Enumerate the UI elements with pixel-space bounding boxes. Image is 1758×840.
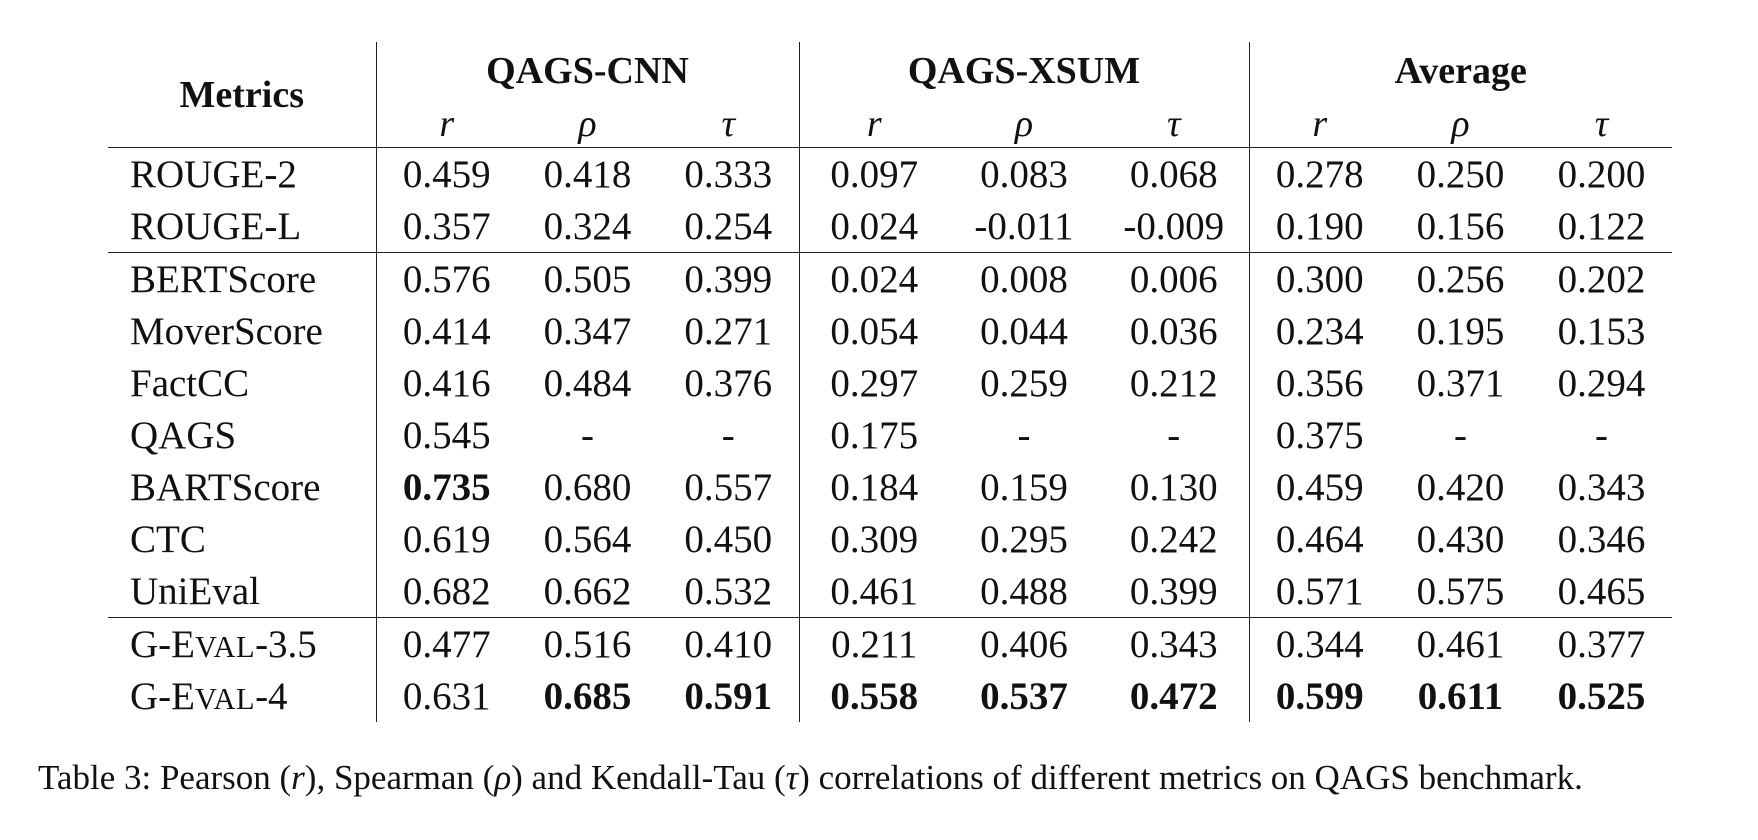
cell-cnn-rho: 0.564 bbox=[543, 517, 632, 561]
cell-avg-tau: 0.465 bbox=[1531, 565, 1672, 618]
cell-avg-rho: 0.256 bbox=[1416, 257, 1505, 301]
cell-cnn-rho: 0.680 bbox=[543, 465, 632, 509]
metric-name: BERTScore bbox=[108, 253, 376, 306]
group-header-qags-cnn: QAGS-CNN bbox=[376, 42, 799, 100]
cell-avg-tau: 0.202 bbox=[1557, 257, 1646, 301]
cell-cnn-r: 0.416 bbox=[402, 361, 491, 405]
caption-text: ) and Kendall-Tau ( bbox=[511, 758, 786, 797]
cell-xsum-r: 0.024 bbox=[799, 200, 949, 253]
cell-cnn-r: 0.414 bbox=[402, 309, 491, 353]
sub-header-tau: τ bbox=[658, 100, 799, 148]
cell-cnn-tau: 0.271 bbox=[658, 305, 799, 357]
cell-xsum-tau: 0.472 bbox=[1099, 670, 1249, 722]
cell-avg-rho: 0.195 bbox=[1416, 309, 1505, 353]
cell-cnn-rho: 0.418 bbox=[543, 152, 632, 196]
cell-xsum-r: 0.175 bbox=[830, 413, 919, 457]
cell-xsum-tau: 0.212 bbox=[1099, 357, 1249, 409]
cell-cnn-r: 0.477 bbox=[402, 622, 491, 666]
cell-avg-r: 0.278 bbox=[1275, 152, 1364, 196]
cell-xsum-rho: 0.083 bbox=[980, 152, 1068, 196]
cell-cnn-rho: 0.484 bbox=[543, 361, 632, 405]
cell-xsum-rho: 0.159 bbox=[980, 465, 1068, 509]
cell-cnn-rho: 0.347 bbox=[543, 309, 632, 353]
cell-avg-rho: 0.156 bbox=[1390, 200, 1531, 253]
cell-cnn-r: 0.576 bbox=[402, 257, 491, 301]
caption-text: ), Spearman ( bbox=[304, 758, 495, 797]
metrics-header: Metrics bbox=[108, 42, 376, 148]
cell-avg-tau: 0.525 bbox=[1557, 674, 1646, 718]
cell-xsum-tau: -0.009 bbox=[1099, 200, 1249, 253]
cell-cnn-tau: 0.376 bbox=[658, 357, 799, 409]
cell-cnn-tau: 0.450 bbox=[658, 513, 799, 565]
cell-xsum-r: 0.211 bbox=[831, 622, 918, 666]
table-row bbox=[108, 670, 1672, 722]
cell-cnn-r: 0.682 bbox=[376, 565, 517, 618]
metric-name-prefix: G-E bbox=[130, 674, 195, 718]
cell-cnn-r: 0.459 bbox=[402, 152, 491, 196]
sub-header-tau: τ bbox=[1531, 100, 1672, 148]
sub-header-rho: ρ bbox=[949, 100, 1099, 148]
cell-avg-rho: 0.250 bbox=[1416, 152, 1505, 196]
cell-cnn-r: 0.545 bbox=[402, 413, 491, 457]
table-row bbox=[108, 148, 1672, 201]
metric-name-suffix: -3.5 bbox=[255, 622, 317, 666]
sub-header-tau: τ bbox=[1099, 100, 1249, 148]
cell-xsum-rho: - bbox=[1017, 413, 1031, 457]
cell-avg-tau: 0.377 bbox=[1557, 622, 1646, 666]
table-row bbox=[108, 357, 1672, 409]
cell-xsum-rho: 0.008 bbox=[980, 257, 1068, 301]
cell-avg-tau: 0.122 bbox=[1531, 200, 1672, 253]
cell-avg-rho: 0.575 bbox=[1390, 565, 1531, 618]
group-header-row bbox=[108, 42, 1672, 100]
table-caption bbox=[38, 758, 1583, 798]
cell-xsum-r: 0.297 bbox=[830, 361, 919, 405]
metric-name: ROUGE-2 bbox=[108, 148, 376, 201]
cell-cnn-rho: 0.505 bbox=[543, 257, 632, 301]
metric-name bbox=[108, 670, 376, 722]
cell-cnn-tau: 0.557 bbox=[658, 461, 799, 513]
metric-name: MoverScore bbox=[108, 305, 376, 357]
caption-symbol-rho: ρ bbox=[494, 758, 512, 797]
cell-xsum-r: 0.461 bbox=[799, 565, 949, 618]
table-row bbox=[108, 513, 1672, 565]
cell-xsum-rho: -0.011 bbox=[949, 200, 1099, 253]
cell-avg-r: 0.571 bbox=[1249, 565, 1390, 618]
cell-xsum-rho: 0.044 bbox=[980, 309, 1068, 353]
metric-name: CTC bbox=[108, 513, 376, 565]
cell-xsum-tau: 0.343 bbox=[1099, 618, 1249, 671]
cell-xsum-r: 0.309 bbox=[830, 517, 919, 561]
metric-name: ROUGE-L bbox=[108, 200, 376, 253]
cell-avg-r: 0.300 bbox=[1275, 257, 1364, 301]
sub-header-r: r bbox=[799, 100, 949, 148]
metric-name: QAGS bbox=[108, 409, 376, 461]
caption-symbol-tau: τ bbox=[785, 758, 799, 797]
cell-xsum-rho: 0.295 bbox=[980, 517, 1068, 561]
caption-text: Table 3: Pearson ( bbox=[38, 758, 292, 797]
cell-cnn-r: 0.735 bbox=[402, 465, 491, 509]
cell-avg-rho: - bbox=[1454, 413, 1467, 457]
cell-cnn-rho: 0.685 bbox=[543, 674, 632, 718]
metric-name-prefix: G-E bbox=[130, 622, 195, 666]
caption-symbol-r: r bbox=[291, 758, 305, 797]
metric-name-smallcaps: VAL bbox=[194, 681, 256, 716]
table-row bbox=[108, 200, 1672, 253]
sub-header-r: r bbox=[376, 100, 517, 148]
cell-cnn-r: 0.619 bbox=[402, 517, 491, 561]
cell-avg-tau: 0.346 bbox=[1557, 517, 1646, 561]
cell-avg-rho: 0.371 bbox=[1416, 361, 1505, 405]
cell-cnn-rho: 0.662 bbox=[517, 565, 658, 618]
cell-xsum-rho: 0.406 bbox=[980, 622, 1068, 666]
cell-avg-tau: - bbox=[1595, 413, 1608, 457]
cell-cnn-r: 0.631 bbox=[402, 674, 491, 718]
cell-xsum-rho: 0.259 bbox=[980, 361, 1068, 405]
cell-xsum-tau: 0.036 bbox=[1099, 305, 1249, 357]
cell-avg-tau: 0.153 bbox=[1557, 309, 1646, 353]
cell-avg-rho: 0.430 bbox=[1416, 517, 1505, 561]
cell-avg-r: 0.190 bbox=[1249, 200, 1390, 253]
cell-avg-rho: 0.420 bbox=[1416, 465, 1505, 509]
cell-xsum-tau: 0.130 bbox=[1099, 461, 1249, 513]
metric-name: FactCC bbox=[108, 357, 376, 409]
cell-cnn-r: 0.357 bbox=[376, 200, 517, 253]
cell-xsum-r: 0.054 bbox=[830, 309, 919, 353]
cell-cnn-tau: 0.254 bbox=[658, 200, 799, 253]
sub-header-rho: ρ bbox=[1390, 100, 1531, 148]
cell-xsum-rho: 0.488 bbox=[949, 565, 1099, 618]
caption-text: ) correlations of different metrics on QAGS benchmark. bbox=[798, 758, 1583, 797]
metric-name: BARTScore bbox=[108, 461, 376, 513]
table-row bbox=[108, 461, 1672, 513]
sub-header-r: r bbox=[1249, 100, 1390, 148]
cell-avg-rho: 0.461 bbox=[1416, 622, 1505, 666]
cell-xsum-tau: - bbox=[1099, 409, 1249, 461]
group-header-average: Average bbox=[1394, 50, 1527, 92]
cell-xsum-r: 0.097 bbox=[830, 152, 919, 196]
cell-avg-tau: 0.200 bbox=[1557, 152, 1646, 196]
cell-cnn-rho: 0.324 bbox=[517, 200, 658, 253]
cell-avg-r: 0.599 bbox=[1275, 674, 1364, 718]
cell-avg-r: 0.464 bbox=[1275, 517, 1364, 561]
cell-avg-tau: 0.294 bbox=[1557, 361, 1646, 405]
metric-name bbox=[108, 618, 376, 671]
metric-name-smallcaps: VAL bbox=[194, 629, 256, 664]
table-row bbox=[108, 618, 1672, 671]
cell-cnn-tau: 0.532 bbox=[658, 565, 799, 618]
cell-xsum-rho: 0.537 bbox=[980, 674, 1068, 718]
cell-avg-rho: 0.611 bbox=[1417, 674, 1504, 718]
cell-cnn-tau: 0.410 bbox=[658, 618, 799, 671]
cell-cnn-tau: 0.591 bbox=[658, 670, 799, 722]
cell-avg-r: 0.459 bbox=[1275, 465, 1364, 509]
table-row bbox=[108, 565, 1672, 618]
cell-avg-tau: 0.343 bbox=[1557, 465, 1646, 509]
cell-avg-r: 0.344 bbox=[1275, 622, 1364, 666]
table-row bbox=[108, 305, 1672, 357]
cell-xsum-r: 0.558 bbox=[830, 674, 919, 718]
cell-avg-r: 0.356 bbox=[1275, 361, 1364, 405]
cell-xsum-tau: 0.068 bbox=[1099, 148, 1249, 201]
cell-avg-r: 0.234 bbox=[1275, 309, 1364, 353]
table-row bbox=[108, 409, 1672, 461]
cell-cnn-rho: 0.516 bbox=[543, 622, 632, 666]
cell-xsum-tau: 0.006 bbox=[1099, 253, 1249, 306]
sub-header-rho: ρ bbox=[517, 100, 658, 148]
cell-cnn-tau: 0.399 bbox=[658, 253, 799, 306]
table-row bbox=[108, 253, 1672, 306]
cell-cnn-tau: 0.333 bbox=[658, 148, 799, 201]
cell-xsum-r: 0.024 bbox=[830, 257, 919, 301]
metric-name-suffix: -4 bbox=[255, 674, 288, 718]
cell-cnn-rho: - bbox=[581, 413, 594, 457]
correlation-table bbox=[108, 42, 1672, 722]
cell-xsum-r: 0.184 bbox=[830, 465, 919, 509]
cell-cnn-tau: - bbox=[658, 409, 799, 461]
cell-xsum-tau: 0.242 bbox=[1099, 513, 1249, 565]
cell-avg-r: 0.375 bbox=[1275, 413, 1364, 457]
metric-name: UniEval bbox=[108, 565, 376, 618]
group-header-qags-xsum: QAGS-XSUM bbox=[799, 42, 1249, 100]
results-table-container bbox=[108, 42, 1672, 722]
cell-xsum-tau: 0.399 bbox=[1099, 565, 1249, 618]
